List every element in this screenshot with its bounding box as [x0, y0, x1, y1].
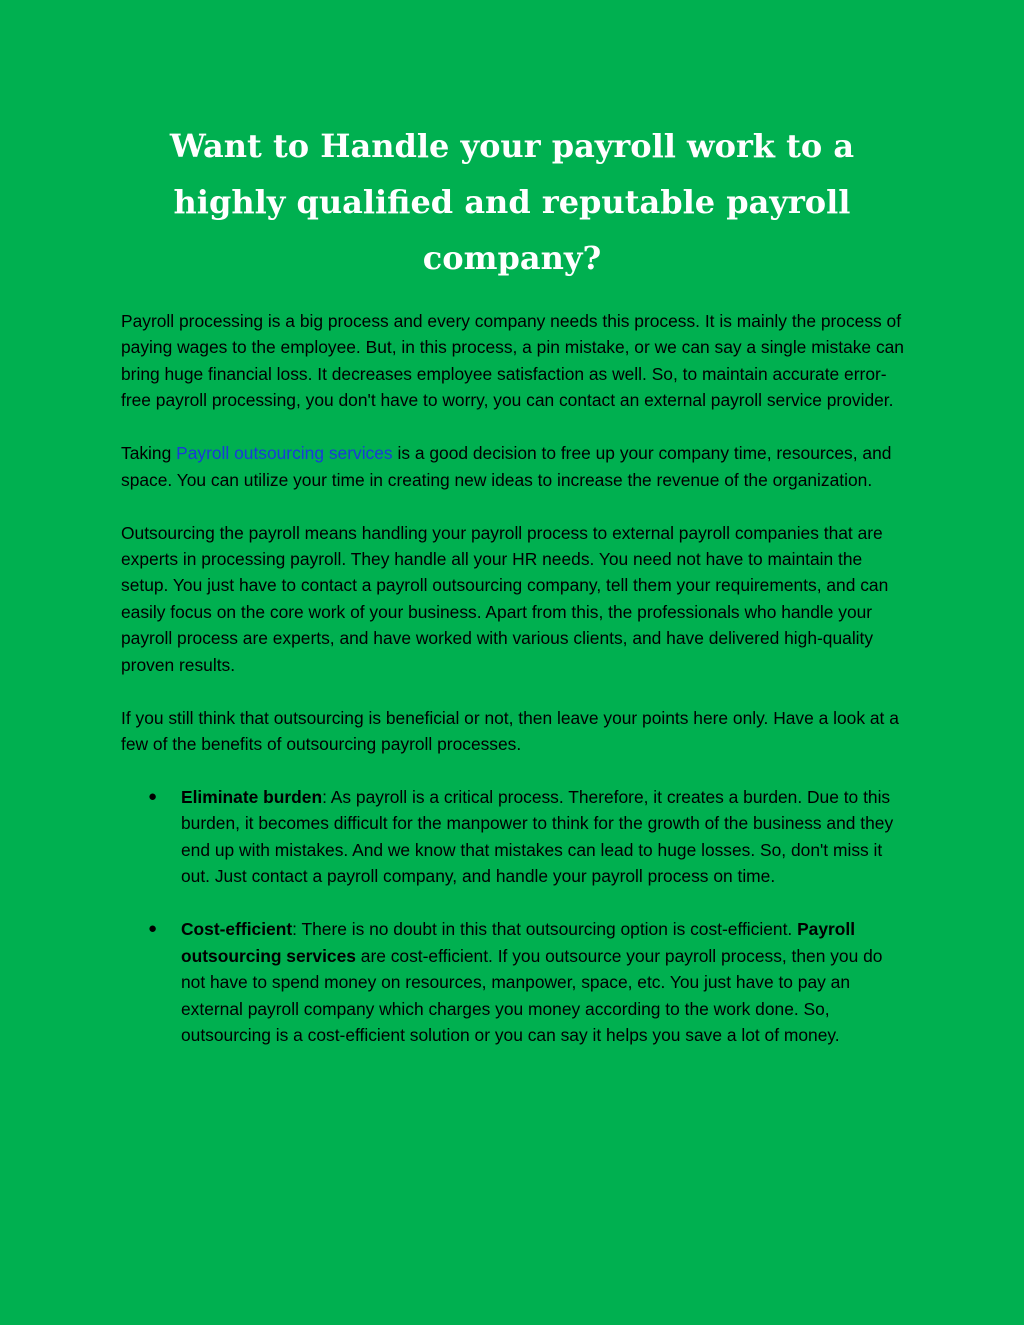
list-item-eliminate-burden	[121, 784, 911, 890]
list-item-cost-efficient	[121, 916, 911, 1048]
paragraph-taking-prefix: Taking	[121, 443, 177, 464]
paragraph-benefits-intro: If you still think that outsourcing is beneficial or not, then leave your points here only. Have a look at a few of the benefits of outsourcing payroll processes.	[121, 707, 899, 755]
bullet-dot-icon: ●	[148, 920, 158, 938]
bullet-text: : There is no doubt in this that outsourcing option is cost-efficient.	[292, 919, 798, 940]
bullet-text: : As payroll is a critical process. Therefore, it creates a burden. Due to this burden, it becomes difficult for the manpower to think for the growth of the business and they end up with mistakes. And we know that mistakes can lead to huge losses. So, don't miss it out. Just contact a payroll company, and handle your payroll process on time.	[181, 787, 894, 887]
bullet-bold-text: Payroll outsourcing services	[181, 919, 856, 966]
bullet-heading: Eliminate burden	[181, 787, 323, 808]
paragraph-outsourcing: Outsourcing the payroll means handling your payroll process to external payroll companies that are experts in processing payroll. They handle all your HR needs. You need not have to maintain the setup. You just have to contact a payroll outsourcing company, tell them your requirements, and can easily focus on the core work of your business. Apart from this, the professionals who handle your payroll process are experts, and have worked with various clients, and have delivered high-quality proven results.	[121, 522, 889, 675]
paragraph-taking-suffix: is a good decision to free up your company time, resources, and space. You can utilize your time in creating new ideas to increase the revenue of the organization.	[121, 443, 892, 490]
paragraph-taking	[121, 440, 911, 493]
paragraph-intro: Payroll processing is a big process and every company needs this process. It is mainly the process of paying wages to the employee. But, in this process, a pin mistake, or we can say a single mistake can bring huge financial loss. It decreases employee satisfaction as well. So, to maintain accurate error-free payroll processing, you don't have to worry, you can contact an external payroll service provider.	[121, 311, 904, 411]
bullet-heading: Cost-efficient	[181, 919, 293, 940]
page-title: Want to Handle your payroll work to a highly qualified and reputable payroll company?	[169, 127, 855, 277]
document-body	[121, 308, 911, 1075]
payroll-outsourcing-link[interactable]: Payroll outsourcing services	[176, 443, 393, 464]
bullet-dot-icon: ●	[148, 788, 158, 806]
benefits-list	[121, 784, 911, 1048]
bullet-text-after: are cost-efficient. If you outsource your payroll process, then you do not have to spend money on resources, manpower, space, etc. You just have to pay an external payroll company which charges you money according to the work done. So, outsourcing is a cost-efficient solution or you can say it helps you save a lot of money.	[181, 945, 883, 1045]
